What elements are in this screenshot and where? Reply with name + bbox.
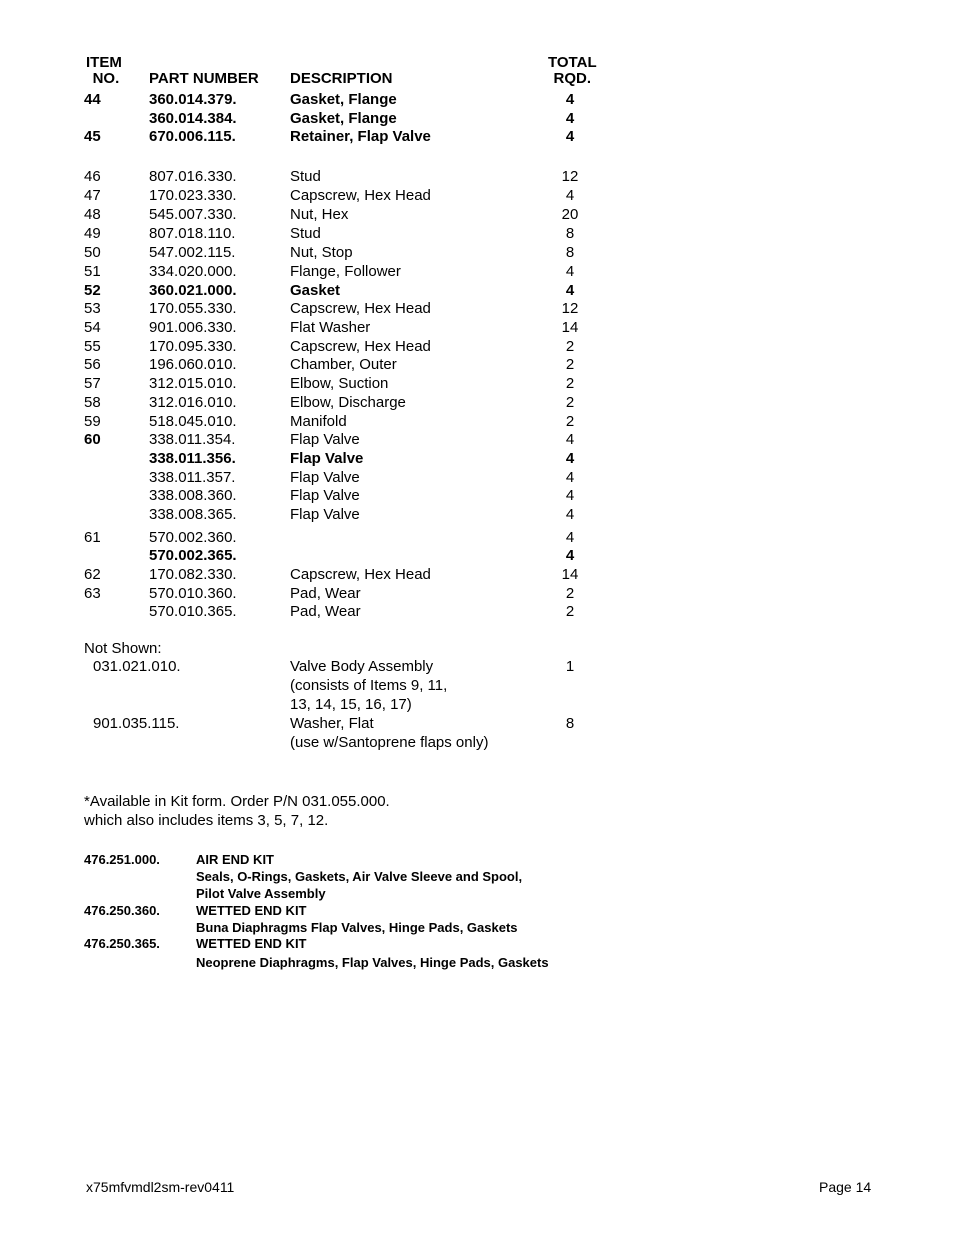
item-number: 51 (84, 263, 101, 280)
quantity-required: 8 (565, 244, 575, 261)
quantity-required: 14 (561, 319, 579, 336)
part-number: 170.082.330. (149, 566, 237, 583)
note-line-2: which also includes items 3, 5, 7, 12. (84, 812, 329, 829)
part-number: 338.011.356. (149, 450, 236, 467)
table-row (0, 602, 954, 621)
part-number: 570.002.365. (149, 547, 237, 564)
quantity-required: 12 (561, 168, 579, 185)
col-header-total (548, 55, 597, 87)
item-number: 46 (84, 168, 101, 185)
part-description: Gasket, Flange (290, 110, 397, 127)
part-description: Stud (290, 168, 321, 185)
kit-title: AIR END KIT (196, 852, 274, 867)
table-row (0, 186, 954, 205)
kit-part-number: 476.250.365. (84, 936, 160, 951)
table-row (0, 430, 954, 449)
table-row (0, 468, 954, 487)
not-shown-description: Valve Body Assembly (consists of Items 9, 11, 13, 14, 15, 16, 17) (290, 658, 448, 713)
table-row (0, 449, 954, 468)
item-number: 61 (84, 529, 101, 546)
part-number: 170.055.330. (149, 300, 237, 317)
col-header-part-number: PART NUMBER (149, 70, 259, 87)
not-shown-part-number: 031.021.010. (93, 658, 181, 675)
part-description: Capscrew, Hex Head (290, 338, 431, 355)
table-row (0, 109, 954, 128)
not-shown-label: Not Shown: (84, 640, 162, 657)
item-number: 52 (84, 282, 101, 299)
table-row (0, 393, 954, 412)
col-header-total-line1: TOTAL (548, 54, 597, 71)
col-header-item-line1: ITEM (86, 54, 122, 71)
part-number: 807.018.110. (149, 225, 236, 242)
part-description: Nut, Stop (290, 244, 353, 261)
table-row (0, 528, 954, 547)
table-row (0, 374, 954, 393)
quantity-required: 4 (565, 529, 575, 546)
quantity-required: 4 (565, 547, 575, 564)
quantity-required: 2 (565, 394, 575, 411)
quantity-required: 4 (565, 187, 575, 204)
part-description: Pad, Wear (290, 585, 361, 602)
table-row (0, 90, 954, 109)
quantity-required: 4 (565, 128, 575, 145)
table-row (0, 505, 954, 524)
quantity-required: 4 (565, 110, 575, 127)
part-number: 312.016.010. (149, 394, 237, 411)
part-description: Flap Valve (290, 487, 360, 504)
part-number: 312.015.010. (149, 375, 237, 392)
item-number: 47 (84, 187, 101, 204)
table-row (0, 299, 954, 318)
table-row (0, 281, 954, 300)
quantity-required: 2 (565, 413, 575, 430)
item-number: 58 (84, 394, 101, 411)
quantity-required: 2 (565, 338, 575, 355)
table-row (0, 224, 954, 243)
table-row (0, 546, 954, 565)
item-number: 45 (84, 128, 101, 145)
kit-description: Buna Diaphragms Flap Valves, Hinge Pads, Gaskets (196, 920, 518, 935)
part-description: Flap Valve (290, 450, 364, 467)
table-row (0, 412, 954, 431)
part-description: Gasket (290, 282, 341, 299)
part-number: 360.021.000. (149, 282, 237, 299)
item-number: 44 (84, 91, 101, 108)
part-number: 196.060.010. (149, 356, 237, 373)
part-number: 360.014.379. (149, 91, 237, 108)
kit-part-number: 476.250.360. (84, 903, 160, 918)
kit-title: WETTED END KIT (196, 936, 307, 951)
part-description: Gasket, Flange (290, 91, 397, 108)
quantity-required: 4 (565, 450, 575, 467)
item-number: 62 (84, 566, 101, 583)
part-number: 901.006.330. (149, 319, 237, 336)
quantity-required: 8 (565, 225, 575, 242)
quantity-required: 4 (565, 263, 575, 280)
part-description: Chamber, Outer (290, 356, 397, 373)
quantity-required: 2 (565, 356, 575, 373)
kit-description: Seals, O-Rings, Gaskets, Air Valve Sleeve and Spool, Pilot Valve Assembly (196, 869, 523, 901)
quantity-required: 4 (565, 431, 575, 448)
part-description: Flap Valve (290, 469, 360, 486)
table-row (0, 565, 954, 584)
quantity-required: 14 (561, 566, 579, 583)
quantity-required: 4 (565, 487, 575, 504)
part-number: 547.002.115. (149, 244, 236, 261)
part-number: 545.007.330. (149, 206, 237, 223)
item-number: 57 (84, 375, 101, 392)
part-number: 518.045.010. (149, 413, 237, 430)
part-description: Flap Valve (290, 506, 360, 523)
part-number: 170.095.330. (149, 338, 237, 355)
document-id: x75mfvmdl2sm-rev0411 (86, 1179, 235, 1195)
not-shown-description: Washer, Flat (use w/Santoprene flaps only) (290, 715, 489, 751)
item-number: 49 (84, 225, 101, 242)
table-row (0, 584, 954, 603)
table-row (0, 318, 954, 337)
quantity-required: 4 (565, 282, 575, 299)
item-number: 56 (84, 356, 101, 373)
part-description: Flange, Follower (290, 263, 401, 280)
part-description: Manifold (290, 413, 347, 430)
part-number: 338.008.365. (149, 506, 237, 523)
quantity-required: 2 (565, 585, 575, 602)
not-shown-qty: 1 (565, 658, 575, 675)
col-header-item (86, 55, 122, 87)
table-row (0, 167, 954, 186)
item-number: 48 (84, 206, 101, 223)
kit-title: WETTED END KIT (196, 903, 307, 918)
part-description: Pad, Wear (290, 603, 361, 620)
part-number: 170.023.330. (149, 187, 237, 204)
item-number: 59 (84, 413, 101, 430)
item-number: 60 (84, 431, 101, 448)
item-number: 53 (84, 300, 101, 317)
part-number: 570.010.360. (149, 585, 237, 602)
quantity-required: 2 (565, 375, 575, 392)
part-number: 570.002.360. (149, 529, 237, 546)
kit-availability-note (84, 792, 390, 830)
kit-part-number: 476.251.000. (84, 852, 160, 867)
note-line-1: *Available in Kit form. Order P/N 031.055.000. (84, 793, 390, 810)
quantity-required: 4 (565, 506, 575, 523)
part-description: Elbow, Discharge (290, 394, 406, 411)
table-row (0, 205, 954, 224)
quantity-required: 2 (565, 603, 575, 620)
table-row (0, 337, 954, 356)
col-header-description: DESCRIPTION (290, 70, 393, 87)
part-description: Nut, Hex (290, 206, 349, 223)
part-description: Flap Valve (290, 431, 360, 448)
quantity-required: 4 (565, 469, 575, 486)
col-header-item-line2: NO. (92, 70, 120, 87)
part-description: Capscrew, Hex Head (290, 187, 431, 204)
table-row (0, 355, 954, 374)
part-description: Capscrew, Hex Head (290, 300, 431, 317)
item-number: 63 (84, 585, 101, 602)
item-number: 50 (84, 244, 101, 261)
part-description: Retainer, Flap Valve (290, 128, 431, 145)
part-number: 360.014.384. (149, 110, 237, 127)
item-number: 54 (84, 319, 101, 336)
not-shown-qty: 8 (565, 715, 575, 732)
item-number: 55 (84, 338, 101, 355)
quantity-required: 4 (565, 91, 575, 108)
part-number: 338.011.357. (149, 469, 236, 486)
quantity-required: 20 (561, 206, 579, 223)
part-number: 338.011.354. (149, 431, 236, 448)
part-description: Stud (290, 225, 321, 242)
part-number: 338.008.360. (149, 487, 237, 504)
not-shown-part-number: 901.035.115. (93, 715, 180, 732)
kit-description: Neoprene Diaphragms, Flap Valves, Hinge Pads, Gaskets (196, 955, 549, 970)
part-number: 670.006.115. (149, 128, 236, 145)
table-row (0, 243, 954, 262)
part-description: Elbow, Suction (290, 375, 389, 392)
col-header-total-line2: RQD. (553, 70, 592, 87)
table-row (0, 262, 954, 281)
part-description: Capscrew, Hex Head (290, 566, 431, 583)
table-row (0, 127, 954, 146)
table-row (0, 486, 954, 505)
part-number: 334.020.000. (149, 263, 237, 280)
part-number: 570.010.365. (149, 603, 237, 620)
part-number: 807.016.330. (149, 168, 237, 185)
page-number: Page 14 (819, 1179, 872, 1195)
quantity-required: 12 (561, 300, 579, 317)
part-description: Flat Washer (290, 319, 371, 336)
